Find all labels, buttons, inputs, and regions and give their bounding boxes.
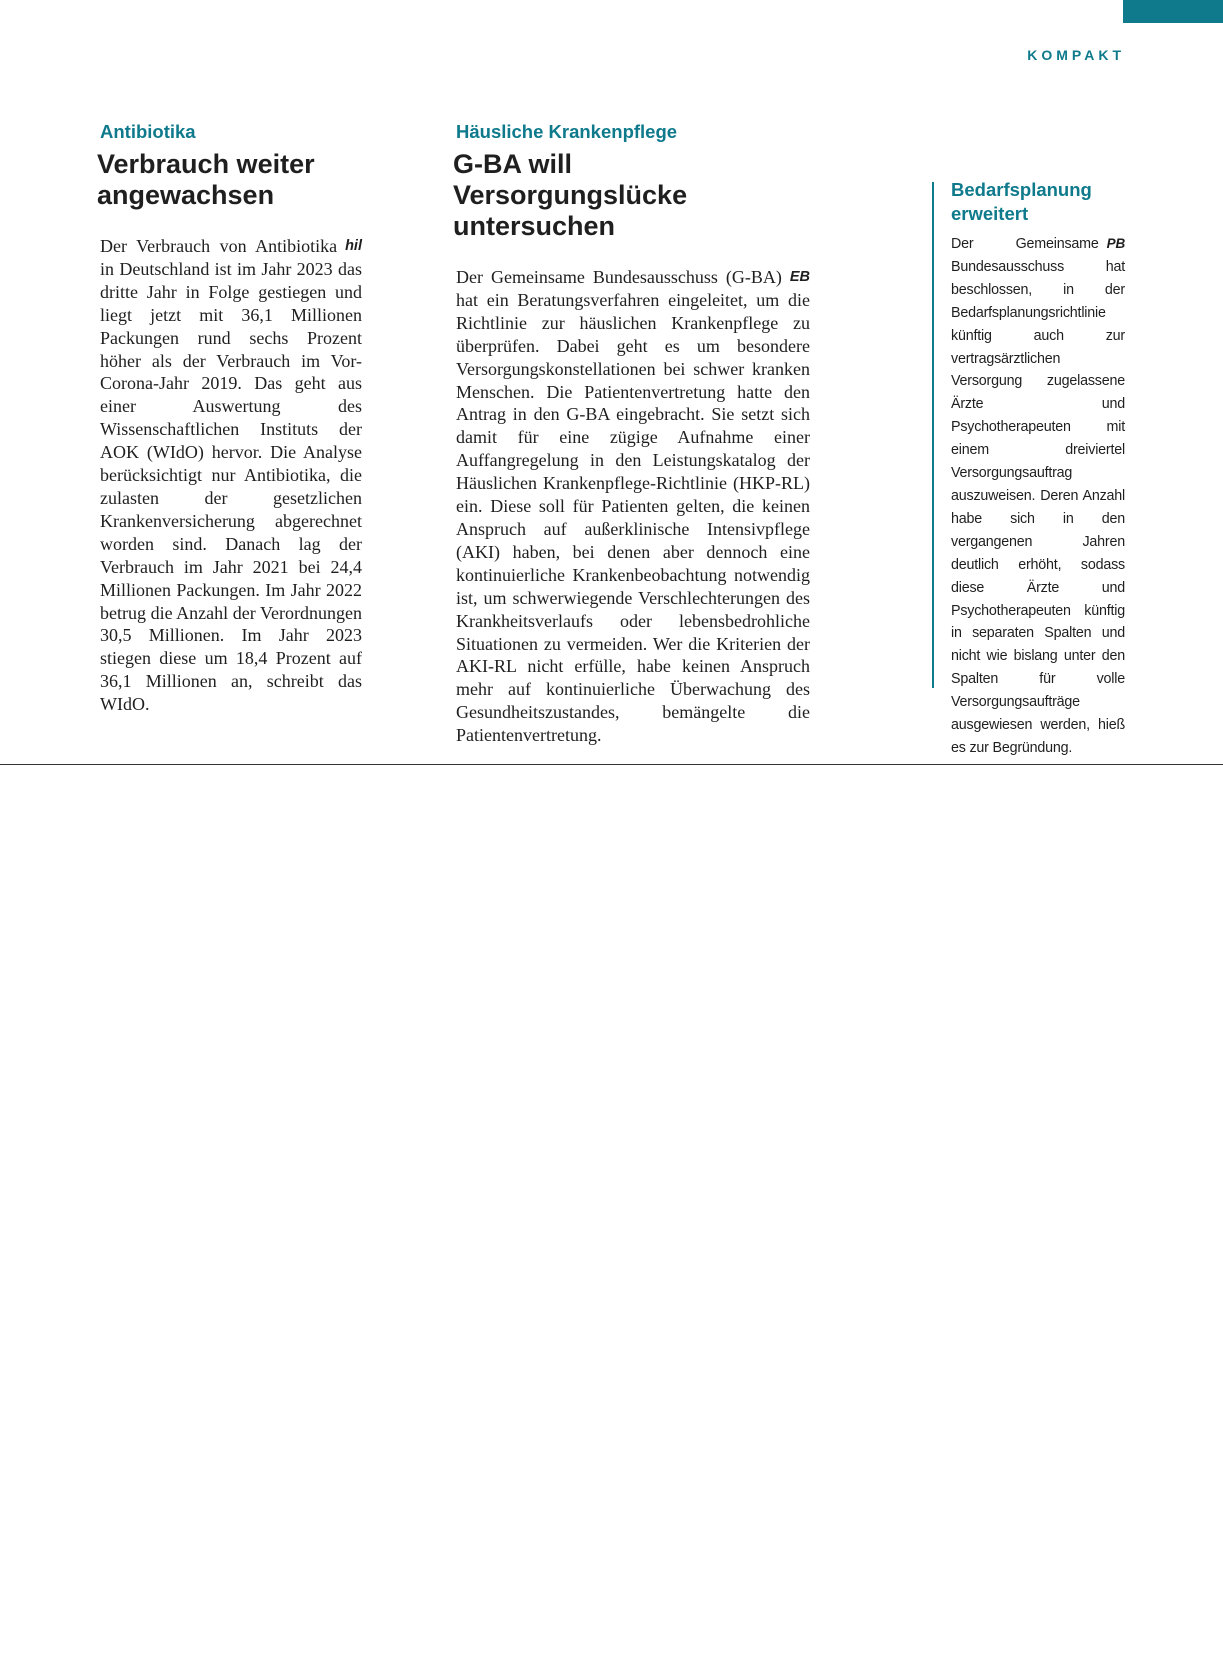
article-text: Der Gemeinsame Bundesausschuss (G-BA) hat ein Beratungsverfahren eingeleitet, um die Richtlinie zur häuslichen Krankenpflege zu überprüfen. Dabei geht es um besondere Versorgungskonstellationen bei schwer kranken Menschen. Die Patientenvertretung hatte den Antrag in den G-BA eingebracht. Sie setzt sich damit für eine zügige Aufnahme einer Auffangregelung in den Leistungskatalog der Häuslichen Krankenpflege-Richtlinie (HKP-RL) ein. Diese soll für Patienten gelten, die keinen Anspruch auf außerklinische Intensivpflege (AKI) haben, bei denen aber dennoch eine kontinuierliche Krankenbeobachtung notwendig ist, um schwerwiegende Verschlechterungen des Krankheitsverlaufs oder lebensbedrohliche Situationen zu vermeiden. Wer die Kriterien der AKI-RL nicht erfülle, habe keinen Anspruch mehr auf kontinuierliche Überwachung des Gesundheitszustandes, bemängelte die Patientenvertretung. bbox=[456, 267, 810, 746]
sidebar-title: Bedarfsplanung erweitert bbox=[951, 179, 1092, 224]
sidebar-text: Der Gemeinsame Bundesausschuss hat beschlossen, in der Bedarfsplanungsrichtlinie künftig auch zur vertragsärztlichen Versorgung zugelassene Ärzte und Psychotherapeuten mit einem dreiviertel Versorgungsauftrag auszuweisen. Deren Anzahl habe sich in den vergangenen Jahren deutlich erhöht, sodass diese Ärzte und Psychotherapeuten künftig in separaten Spalten und nicht wie bislang unter den Spalten für volle Versorgungsaufträge ausgewiesen werden, hieß es zur Begründung. bbox=[951, 236, 1125, 756]
article-kicker: Häusliche Krankenpflege bbox=[456, 121, 678, 142]
article-body bbox=[100, 235, 362, 716]
article-title: Verbrauch weiter angewachsen bbox=[97, 149, 315, 210]
article-title: G-BA will Versorgungslücke untersuchen bbox=[453, 149, 688, 241]
section-label: KOMPAKT bbox=[1027, 47, 1125, 63]
page-divider bbox=[0, 764, 1223, 765]
article-body bbox=[456, 266, 810, 747]
author-initials: EB bbox=[789, 269, 810, 285]
article-text: Der Verbrauch von Antibiotika in Deutschland ist im Jahr 2023 das dritte Jahr in Folge gestiegen und liegt jetzt mit 36,1 Millionen Packungen rund sechs Prozent höher als der Verbrauch im Vor-Corona-Jahr 2019. Das geht aus einer Auswertung des Wissenschaftlichen Instituts der AOK (WIdO) hervor. Die Analyse berücksichtigt nur Antibiotika, die zulasten der gesetzlichen Krankenversicherung abgerechnet worden sind. Danach lag der Verbrauch im Jahr 2021 bei 24,4 Millionen Packungen. Im Jahr 2022 betrug die Anzahl der Verordnungen 30,5 Millionen. Im Jahr 2023 stiegen diese um 18,4 Prozent auf 36,1 Millionen an, schreibt das WIdO. bbox=[100, 236, 362, 715]
sidebar-body bbox=[951, 233, 1125, 760]
sidebar-content bbox=[951, 178, 1125, 760]
corner-accent-bar bbox=[1123, 0, 1223, 23]
author-initials: hil bbox=[345, 238, 362, 254]
article-antibiotika bbox=[97, 120, 362, 716]
article-kicker: Antibiotika bbox=[100, 121, 196, 142]
author-initials: PB bbox=[1106, 236, 1125, 251]
article-krankenpflege bbox=[453, 120, 810, 747]
sidebar-box bbox=[932, 179, 1125, 756]
